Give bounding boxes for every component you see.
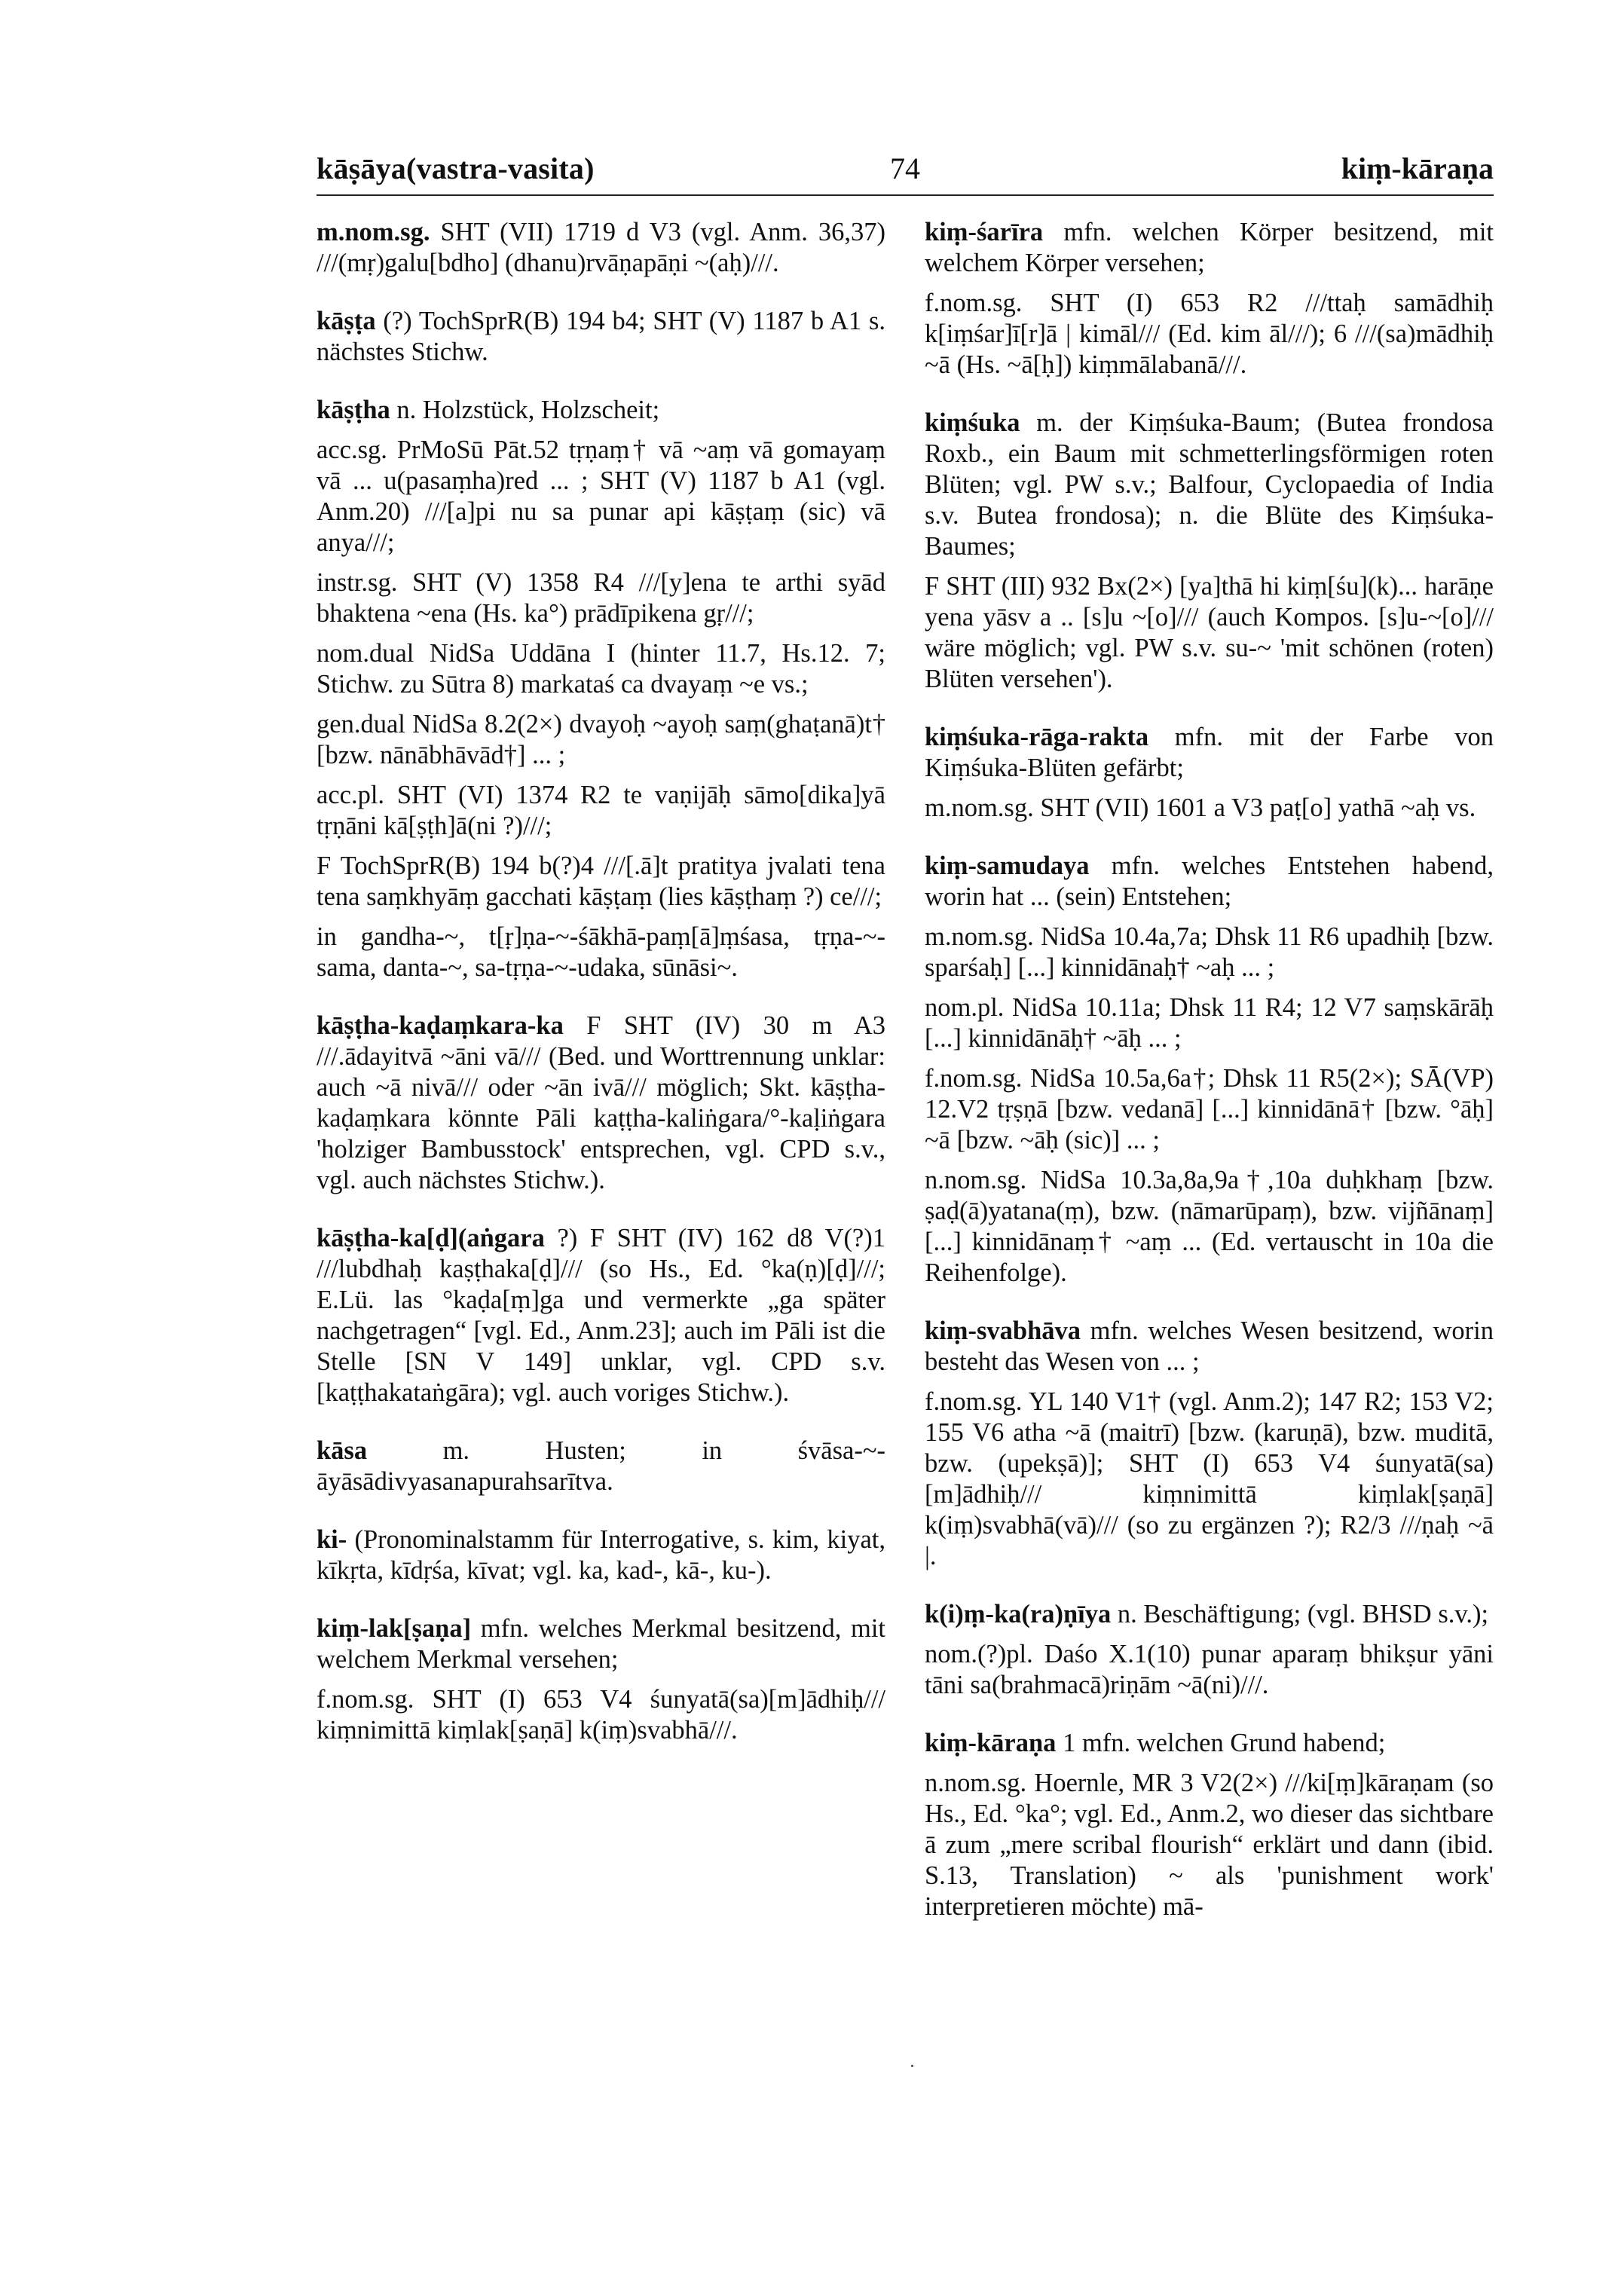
entry-line: acc.sg. PrMoSū Pāt.52 tṛṇaṃ† vā ~aṃ vā gomayaṃ vā ... u(pasaṃha)red ... ; SHT (V) 1187 b A1 (vgl. Anm.20) ///[a]pi nu sa punar api kāṣṭaṃ (sic) vā anya///; [317, 436, 885, 557]
dictionary-entry [317, 217, 885, 279]
entry-headline: kiṃ-svabhāva mfn. welches Wesen besitzend, worin besteht das Wesen von ... ; [925, 1316, 1494, 1376]
entry-lemma: k(i)ṃ-ka(ra)ṇīya [925, 1600, 1112, 1628]
entry-line: F SHT (III) 932 Bx(2×) [ya]thā hi kiṃ[śu](k)... harāṇe yena yāsv a .. [s]u ~[o]/// (auch Kompos. [s]u-~[o]/// wäre möglich; vgl. PW s.v. su-~ 'mit schönen (roten) Blüten versehen'). [925, 572, 1494, 693]
entry-line: nom.(?)pl. Daśo X.1(10) punar aparaṃ bhikṣur yāni tāni sa(brahmacā)riṇām ~ā(ni)///. [925, 1640, 1494, 1699]
entry-lemma: kiṃ-samudaya [925, 852, 1090, 880]
entry-line: m.nom.sg. SHT (VII) 1601 a V3 paṭ[o] yathā ~aḥ vs. [925, 794, 1476, 822]
dictionary-entry [925, 1599, 1494, 1701]
header-left-catchword: kāṣāya(vastra-vasita) [317, 151, 595, 185]
dictionary-entry [925, 217, 1494, 381]
entry-line: f.nom.sg. YL 140 V1† (vgl. Anm.2); 147 R2; 153 V2; 155 V6 atha ~ā (maitrī) [bzw. (karuṇā), bzw. muditā, bzw. (upekṣā)]; SHT (I) 653 V4 śunyatā(sa)[m]ādhiḥ/// kiṃnimittā kiṃlak[ṣaṇā] k(iṃ)svabhā(vā)/// (so zu ergänzen ?); R2/3 ///ṇaḥ ~ā |. [925, 1387, 1494, 1570]
entry-line: nom.dual NidSa Uddāna I (hinter 11.7, Hs.12. 7; Stichw. zu Sūtra 8) markataś ca dvayaṃ ~e vs.; [317, 639, 885, 699]
dictionary-entry [317, 1524, 885, 1586]
dictionary-entry [925, 722, 1494, 824]
page-number: 74 [890, 151, 920, 185]
entry-line: acc.pl. SHT (VI) 1374 R2 te vaṇijāḥ sāmo[dika]yā tṛṇāni kā[ṣṭh]ā(ni ?)///; [317, 781, 885, 840]
header-right-catchword: kiṃ-kāraṇa [1341, 151, 1494, 185]
entry-lemma: kāsa [317, 1436, 368, 1465]
entry-headline: ki- (Pronominalstamm für Interrogative, s. kim, kiyat, kīkṛta, kīdṛśa, kīvat; vgl. ka, kad-, kā-, ku-). [317, 1525, 885, 1585]
entry-headline: kiṃśuka m. der Kiṃśuka-Baum; (Butea frondosa Roxb., ein Baum mit schmetterlingsförmigen roten Blüten; vgl. PW s.v.; Balfour, Cyclopaedia of India s.v. Butea frondosa); n. die Blüte des Kiṃśuka-Baumes; [925, 408, 1494, 561]
entry-line: f.nom.sg. SHT (I) 653 R2 ///ttaḥ samādhiḥ k[iṃśar]ī[r]ā | kimāl/// (Ed. kim āl///); 6 ///(sa)mādhiḥ ~ā (Hs. ~ā[ḥ]) kiṃmālabanā///. [925, 289, 1494, 379]
dictionary-entry [925, 408, 1494, 695]
page-header [317, 151, 1494, 203]
dictionary-entry [925, 851, 1494, 1289]
entry-lemma: ki- [317, 1525, 347, 1554]
entry-line: in gandha-~, t[ṛ]ṇa-~-śākhā-paṃ[ā]ṃśasa, tṛṇa-~-sama, danta-~, sa-tṛṇa-~-udaka, sūnāsi~. [317, 922, 885, 982]
entry-headline: k(i)ṃ-ka(ra)ṇīya n. Beschäftigung; (vgl. BHSD s.v.); [925, 1600, 1489, 1628]
entry-line: f.nom.sg. SHT (I) 653 V4 śunyatā(sa)[m]ādhiḥ/// kiṃnimittā kiṃlak[ṣaṇā] k(iṃ)svabhā///. [317, 1685, 885, 1745]
dictionary-entry [317, 395, 885, 983]
entry-headline: kāṣṭha n. Holzstück, Holzscheit; [317, 396, 660, 424]
entry-headline: kiṃ-śarīra mfn. welchen Körper besitzend, mit welchem Körper versehen; [925, 218, 1494, 277]
entry-line: nom.pl. NidSa 10.11a; Dhsk 11 R4; 12 V7 saṃskārāḥ [...] kinnidānāḥ† ~āḥ ... ; [925, 993, 1494, 1053]
entry-line: gen.dual NidSa 8.2(2×) dvayoḥ ~ayoḥ saṃ(ghaṭanā)t† [bzw. nānābhāvād†] ... ; [317, 710, 885, 769]
right-column [925, 217, 1494, 1949]
entry-headline: kāsa m. Husten; in śvāsa-~-āyāsādivyasanapurahsarītva. [317, 1436, 885, 1496]
entry-headline: kiṃśuka-rāga-rakta mfn. mit der Farbe von Kiṃśuka-Blüten gefärbt; [925, 723, 1494, 782]
entry-headline: kiṃ-samudaya mfn. welches Entstehen habend, worin hat ... (sein) Entstehen; [925, 852, 1494, 911]
entry-headline: kiṃ-kāraṇa 1 mfn. welchen Grund habend; [925, 1729, 1386, 1757]
entry-lemma: kāṣṭha-ka[ḍ](aṅgara [317, 1224, 545, 1252]
dictionary-entry [317, 306, 885, 368]
page-mark [911, 2065, 913, 2067]
entry-headline: kāṣṭha-ka[ḍ](aṅgara ?) F SHT (IV) 162 d8 V(?)1 ///lubdhaḥ kaṣṭhaka[ḍ]/// (so Hs., Ed. °ka(ṇ)[ḍ]///; E.Lü. las °kaḍa[ṃ]ga und vermerkte „ga später nachgetragen“ [vgl. Ed., Anm.23]; auch im Pāli ist die Stelle [SN V 149] unklar, vgl. CPD s.v. [kaṭṭhakataṅgāra); vgl. auch voriges Stichw.). [317, 1224, 885, 1407]
entry-line: instr.sg. SHT (V) 1358 R4 ///[y]ena te arthi syād bhaktena ~ena (Hs. ka°) prādīpikena gṛ///; [317, 568, 885, 628]
entry-headline: kiṃ-lak[ṣaṇa] mfn. welches Merkmal besitzend, mit welchem Merkmal versehen; [317, 1614, 885, 1674]
dictionary-entry [317, 1436, 885, 1497]
entry-lemma: kiṃ-lak[ṣaṇa] [317, 1614, 472, 1643]
entry-line: n.nom.sg. NidSa 10.3a,8a,9a†,10a duḥkhaṃ [bzw. ṣaḍ(ā)yatana(ṃ), bzw. (nāmarūpaṃ), bzw. vijñānaṃ] [...] kinnidānaṃ† ~aṃ ... (Ed. vertauscht in 10a die Reihenfolge). [925, 1166, 1494, 1287]
entry-headline: kāṣṭa (?) TochSprR(B) 194 b4; SHT (V) 1187 b A1 s. nächstes Stichw. [317, 307, 885, 366]
dictionary-entry [925, 1728, 1494, 1922]
entry-lemma: kiṃ-svabhāva [925, 1316, 1081, 1345]
entry-headline: kāṣṭha-kaḍaṃkara-ka F SHT (IV) 30 m A3 ///.ādayitvā ~āni vā/// (Bed. und Worttrennung unklar: auch ~ā nivā/// oder ~ān ivā/// möglich; Skt. kāṣṭha-kaḍaṃkara könnte Pāli kaṭṭha-kaliṅgara/°-kaḷiṅgara 'holziger Bambusstock' entsprechen, vgl. CPD s.v., vgl. auch nächstes Stichw.). [317, 1011, 885, 1194]
entry-line: m.nom.sg. NidSa 10.4a,7a; Dhsk 11 R6 upadhiḥ [bzw. sparśaḥ] [...] kinnidānaḥ† ~aḥ ... ; [925, 922, 1494, 982]
dictionary-entry [317, 1011, 885, 1196]
dictionary-entry [925, 1316, 1494, 1572]
entry-lemma: kiṃ-śarīra [925, 218, 1044, 246]
dictionary-entry [317, 1223, 885, 1408]
dictionary-entry [317, 1613, 885, 1746]
entry-headline: m.nom.sg. SHT (VII) 1719 d V3 (vgl. Anm. 36,37) ///(mṛ)galu[bdho] (dhanu)rvāṇapāṇi ~(aḥ)///. [317, 218, 885, 277]
entry-lemma: kāṣṭha-kaḍaṃkara-ka [317, 1011, 564, 1040]
entry-lemma: kāṣṭha [317, 396, 390, 424]
entry-line: F TochSprR(B) 194 b(?)4 ///[.ā]t pratitya jvalati tena tena saṃkhyāṃ gacchati kāṣṭaṃ (lies kāṣṭhaṃ ?) ce///; [317, 852, 885, 911]
entry-lemma: kiṃśuka-rāga-rakta [925, 723, 1149, 751]
entry-lemma: m.nom.sg. [317, 218, 430, 246]
entry-line: n.nom.sg. Hoernle, MR 3 V2(2×) ///ki[ṃ]kāraṇam (so Hs., Ed. °ka°; vgl. Ed., Anm.2, wo dieser das sichtbare ā zum „mere scribal flourish“ erklärt und dann (ibid. S.13, Translation) ~ als 'punishment work' interpretieren möchte) mā- [925, 1769, 1494, 1921]
entry-line: f.nom.sg. NidSa 10.5a,6a†; Dhsk 11 R5(2×); SĀ(VP) 12.V2 tṛṣṇā [bzw. vedanā] [...] kinnidānā† [bzw. °āḥ] ~ā [bzw. ~āḥ (sic)] ... ; [925, 1064, 1494, 1154]
entry-lemma: kāṣṭa [317, 307, 376, 335]
left-column [317, 217, 885, 1773]
entry-lemma: kiṃ-kāraṇa [925, 1729, 1057, 1757]
entry-lemma: kiṃśuka [925, 408, 1020, 437]
header-rule [317, 194, 1494, 196]
